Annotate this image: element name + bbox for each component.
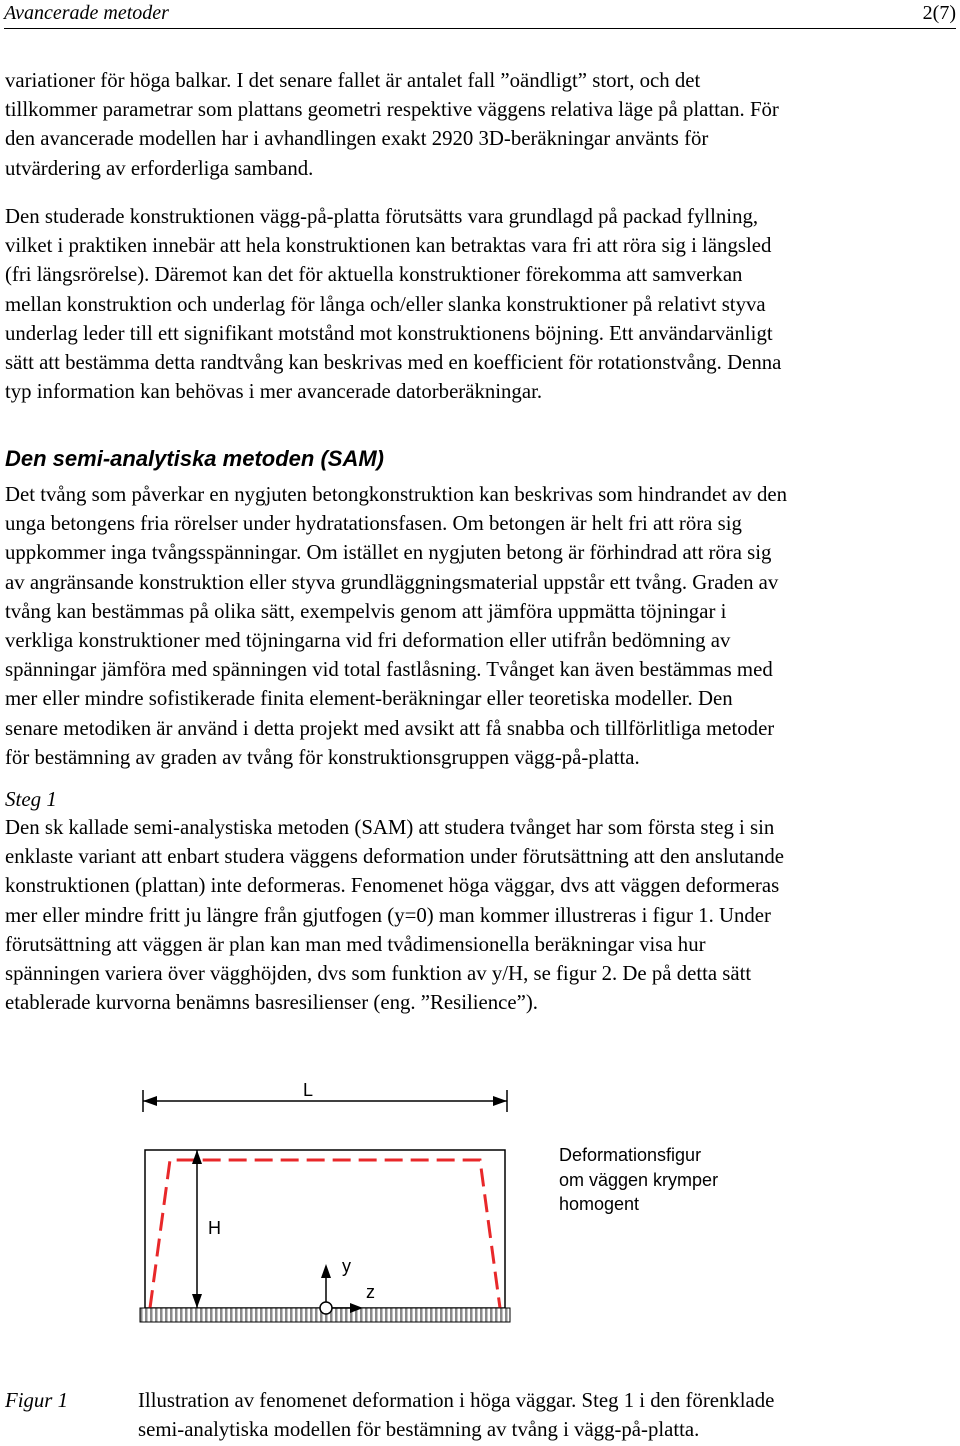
- arrow-left: [143, 1096, 157, 1106]
- label-y: y: [342, 1256, 351, 1276]
- text-line: konstruktionen (plattan) inte deformeras. Fenomenet höga väggar, dvs att väggen deformeras: [5, 874, 780, 898]
- text-line: enklaste variant att enbart studera väggens deformation under förutsättning att den anslutande: [5, 845, 785, 869]
- arrow-right: [493, 1096, 507, 1106]
- text-line: senare metodiken är använd i detta projekt med avsikt att få snabba och tillförlitliga metoder: [5, 716, 775, 740]
- subheading-step: Steg 1: [5, 787, 57, 811]
- text-line: Den sk kallade semi-analystiska metoden (SAM) att studera tvånget har som första steg i sin: [5, 816, 775, 839]
- text-line: mellan konstruktion och underlag för långa och/eller slanka konstruktioner på relativt styva: [5, 292, 766, 316]
- annotation-line: Deformationsfigur: [559, 1145, 702, 1165]
- wall-deformation-diagram: [0, 1060, 960, 1340]
- paragraph-restraint: [5, 480, 955, 772]
- text-line: mer eller mindre sofistikerade finita element-beräkningar eller teoretiska modeller. Den: [5, 687, 733, 711]
- text-line: tvång kan bestämmas på olika sätt, exempelvis genom att jämföra uppmätta töjningar i: [5, 599, 727, 623]
- text-line: vilket i praktiken innebär att hela konstruktionen kan betraktas vara fri att röra sig i längsled: [5, 234, 772, 258]
- text-line: unga betongens fria rörelser under hydratationsfasen. Om betongen är helt fri att röra sig: [5, 512, 742, 536]
- text-line: mer eller mindre fritt ju längre från gjutfogen (y=0) man kommer illustreras i figur 1. Under: [5, 903, 771, 927]
- figure-1: [0, 1060, 960, 1340]
- running-title: Avancerade metoder: [4, 2, 169, 24]
- text-line: förutsättning att väggen är plan kan man med tvådimensionella beräkningar visa hur: [5, 932, 706, 956]
- text-line: verkliga konstruktioner med töjningarna vid fri deformation eller utifrån bedömning av: [5, 629, 731, 653]
- text-line: den avancerade modellen har i avhandlingen exakt 2920 3D-beräkningar använts för: [5, 127, 709, 151]
- page-number: 2(7): [922, 2, 956, 24]
- label-z: z: [366, 1282, 375, 1302]
- origin-marker: [320, 1302, 332, 1314]
- y-axis-arrow: [321, 1264, 331, 1278]
- text-line: av angränsande konstruktion eller styva grundläggningsmaterial uppstår ett tvång. Graden av: [5, 570, 779, 594]
- text-line: Den studerade konstruktionen vägg-på-platta förutsätts vara grundlagd på packad fyllning,: [5, 205, 759, 228]
- label-h: H: [208, 1218, 221, 1238]
- text-line: uppkommer inga tvångsspänningar. Om istället en nygjuten betong är förhindrad att röra sig: [5, 541, 772, 565]
- figure-caption: [5, 1386, 955, 1446]
- annotation-line: om väggen krymper: [559, 1170, 719, 1190]
- text-line: typ information kan behövas i mer avancerade datorberäkningar.: [5, 380, 543, 404]
- paragraph-construction: [5, 202, 955, 406]
- text-line: (fri längsrörelse). Däremot kan det för aktuella konstruktioner förekomma att samverkan: [5, 263, 743, 287]
- wall-outline: [145, 1150, 505, 1308]
- text-line: Illustration av fenomenet deformation i höga väggar. Steg 1 i den förenklade: [138, 1389, 775, 1412]
- text-line: variationer för höga balkar. I det senare fallet är antalet fall ”oändligt” stort, och det: [5, 69, 701, 92]
- deformed-outline: [150, 1160, 500, 1308]
- header-rule: [4, 28, 956, 29]
- text-line: sätt att bestämma detta randtvång kan beskrivas med en koefficient för rotationstvång. Denna: [5, 351, 782, 375]
- text-line: spänningar jämföra med spänningen vid total fastlåsning. Tvånget kan även bestämmas med: [5, 658, 773, 682]
- arrow-up: [192, 1150, 202, 1164]
- text-line: etablerade kurvorna benämns basresilienser (eng. ”Resilience”).: [5, 991, 538, 1015]
- page-header: [4, 0, 956, 26]
- annotation-line: homogent: [559, 1194, 640, 1214]
- label-l: L: [303, 1080, 314, 1100]
- section-heading: Den semi-analytiska metoden (SAM): [5, 446, 384, 471]
- text-line: semi-analytiska modellen för bestämning av tvång i vägg-på-platta.: [138, 1418, 700, 1441]
- text-line: Det tvång som påverkar en nygjuten betongkonstruktion kan beskrivas som hindrandet av den: [5, 483, 788, 506]
- arrow-down: [192, 1294, 202, 1308]
- text-line: tillkommer parametrar som plattans geometri respektive väggens relativa läge på plattan. För: [5, 98, 779, 122]
- text-line: för bestämning av graden av tvång för konstruktionsgruppen vägg-på-platta.: [5, 745, 640, 769]
- text-line: underlag leder till ett signifikant motstånd mot konstruktionens böjning. Ett användarvänligt: [5, 321, 773, 345]
- caption-text: [138, 1386, 774, 1444]
- caption-label: Figur 1: [5, 1389, 68, 1412]
- text-line: utvärdering av erforderliga samband.: [5, 156, 314, 180]
- paragraph-step1: [5, 813, 955, 1017]
- text-line: spänningen variera över vägghöjden, dvs som funktion av y/H, se figur 2. De på detta sätt: [5, 962, 752, 986]
- paragraph-intro: [5, 66, 955, 183]
